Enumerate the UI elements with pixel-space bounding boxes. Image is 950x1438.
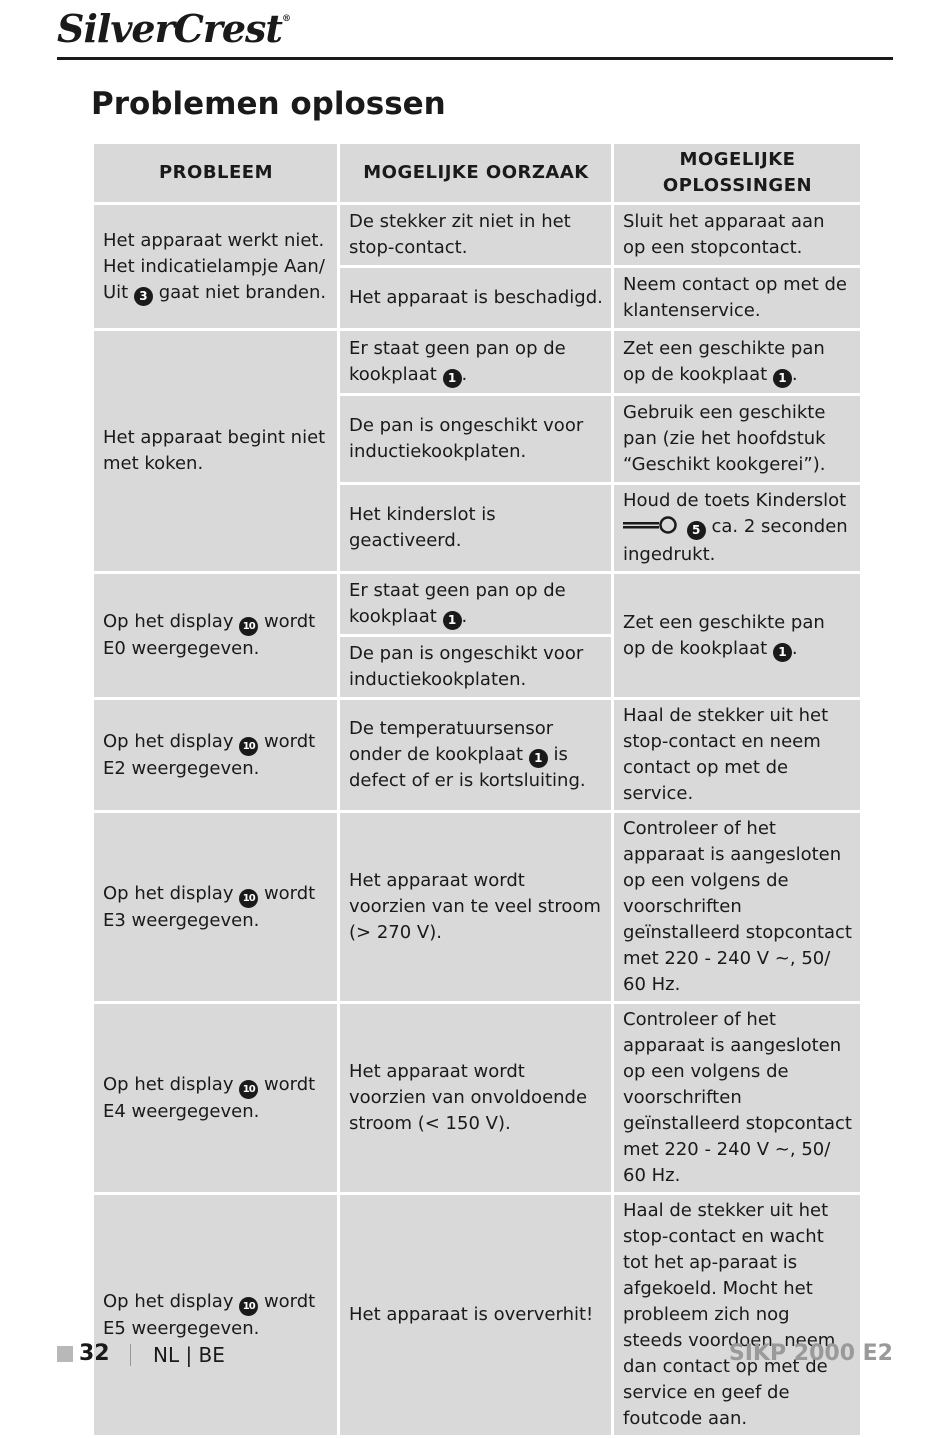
footer-language: NL | BE [153, 1343, 225, 1367]
solution-cell: Neem contact op met de klantenservice. [613, 267, 862, 330]
problem-cell: Op het display 10 wordt E4 weergegeven. [93, 1003, 339, 1194]
part-10-icon: 10 [239, 617, 258, 636]
brand-logo: SilverCrest® [57, 6, 290, 51]
header-solution: MOGELIJKE OPLOSSINGEN [613, 143, 862, 204]
cause-cell: Het apparaat is oververhit! [339, 1194, 613, 1437]
solution-cell: Gebruik een geschikte pan (zie het hoofdstuk “Geschikt kookgerei”). [613, 395, 862, 484]
table-row [93, 330, 862, 395]
solution-cell: Haal de stekker uit het stop-contact en wacht tot het ap-paraat is afgekoeld. Mocht het probleem zich nog steeds voordoen, neem dan contact op met de service en geef de foutcode aan. [613, 1194, 862, 1437]
footer-square-marker [57, 1346, 73, 1362]
table-row [93, 204, 862, 267]
solution-cell: Haal de stekker uit het stop-contact en neem contact op met de service. [613, 699, 862, 812]
table-row [93, 1194, 862, 1437]
problem-cell: Op het display 10 wordt E3 weergegeven. [93, 812, 339, 1003]
solution-cell: Controleer of het apparaat is aangesloten op een volgens de voorschriften geïnstalleerd stopcontact met 220 - 240 V ~, 50/ 60 Hz. [613, 812, 862, 1003]
part-1-icon: 1 [773, 369, 792, 388]
part-10-icon: 10 [239, 889, 258, 908]
solution-cell: Controleer of het apparaat is aangesloten op een volgens de voorschriften geïnstalleerd stopcontact met 220 - 240 V ~, 50/ 60 Hz. [613, 1003, 862, 1194]
problem-cell: Het apparaat werkt niet. Het indicatielampje Aan/ Uit 3 gaat niet branden. [93, 204, 339, 330]
cause-cell: Het kinderslot is geactiveerd. [339, 484, 613, 573]
header-problem: PROBLEEM [93, 143, 339, 204]
table-row [93, 1003, 862, 1194]
solution-cell: Zet een geschikte pan op de kookplaat 1 . [613, 573, 862, 699]
solution-cell: Houd de toets Kinderslot 5 ca. 2 seconden ingedrukt. [613, 484, 862, 573]
part-1-icon: 1 [773, 643, 792, 662]
cause-cell: Het apparaat is beschadigd. [339, 267, 613, 330]
child-lock-key-icon [623, 516, 681, 542]
footer-divider [130, 1344, 131, 1366]
part-3-icon: 3 [134, 287, 153, 306]
cause-cell: De temperatuursensor onder de kookplaat 1 is defect of er is kortsluiting. [339, 699, 613, 812]
part-5-icon: 5 [687, 521, 706, 540]
cause-cell: De stekker zit niet in het stop-contact. [339, 204, 613, 267]
cause-cell: Er staat geen pan op de kookplaat 1 . [339, 573, 613, 636]
table-row [93, 699, 862, 812]
part-10-icon: 10 [239, 737, 258, 756]
solution-cell: Sluit het apparaat aan op een stopcontact. [613, 204, 862, 267]
cause-cell: De pan is ongeschikt voor inductiekookplaten. [339, 636, 613, 699]
troubleshooting-table [91, 141, 863, 1438]
problem-cell: Het apparaat begint niet met koken. [93, 330, 339, 573]
problem-cell: Op het display 10 wordt E5 weergegeven. [93, 1194, 339, 1437]
problem-cell: Op het display 10 wordt E0 weergegeven. [93, 573, 339, 699]
table-row [93, 812, 862, 1003]
table-header-row [93, 143, 862, 204]
header-rule [57, 57, 893, 60]
page-title: Problemen oplossen [91, 86, 446, 122]
problem-cell: Op het display 10 wordt E2 weergegeven. [93, 699, 339, 812]
cause-cell: De pan is ongeschikt voor inductiekookplaten. [339, 395, 613, 484]
cause-cell: Het apparaat wordt voorzien van te veel stroom (> 270 V). [339, 812, 613, 1003]
solution-cell: Zet een geschikte pan op de kookplaat 1 . [613, 330, 862, 395]
table-row [93, 573, 862, 636]
cause-cell: Er staat geen pan op de kookplaat 1 . [339, 330, 613, 395]
part-1-icon: 1 [443, 369, 462, 388]
part-10-icon: 10 [239, 1297, 258, 1316]
page-number: 32 [79, 1341, 110, 1366]
cause-cell: Het apparaat wordt voorzien van onvoldoende stroom (< 150 V). [339, 1003, 613, 1194]
part-1-icon: 1 [443, 611, 462, 630]
footer-model: SIKP 2000 E2 [728, 1341, 893, 1366]
part-1-icon: 1 [529, 749, 548, 768]
part-10-icon: 10 [239, 1080, 258, 1099]
header-cause: MOGELIJKE OORZAAK [339, 143, 613, 204]
